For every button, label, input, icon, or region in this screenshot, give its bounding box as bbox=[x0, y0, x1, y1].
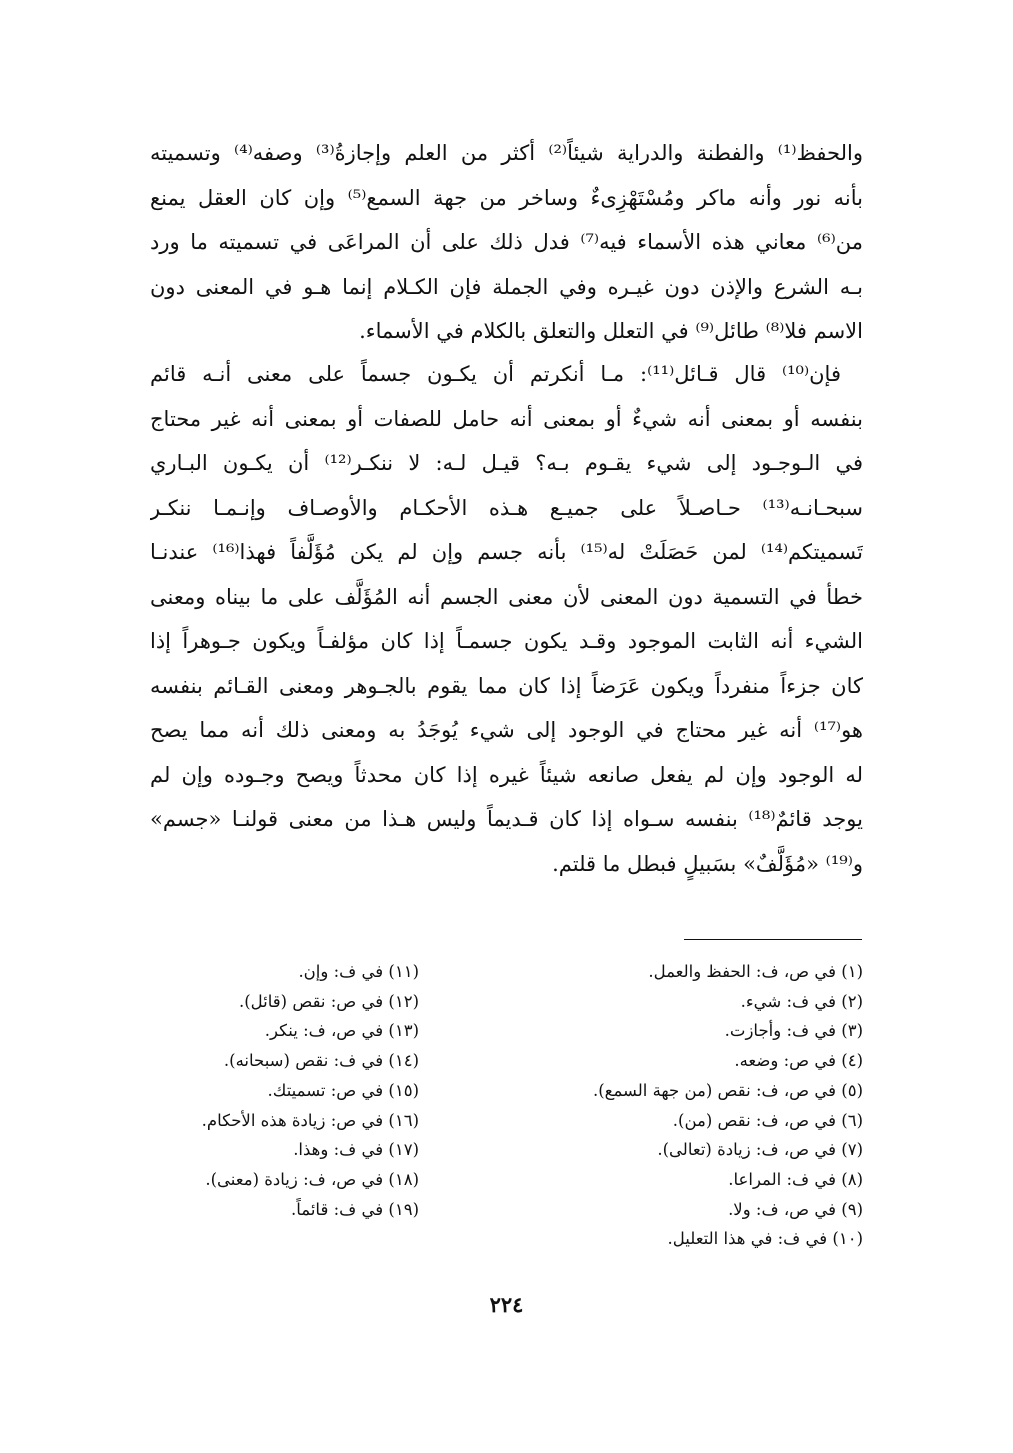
footnote: (١٢) في ص: نقص (قائل). bbox=[238, 991, 419, 1011]
footnote: (٨) في ف: المراعا. bbox=[728, 1169, 863, 1189]
footnote: (١٠) في ف: في هذا التعليل. bbox=[667, 1229, 863, 1249]
text-line: و⁽¹⁹⁾ «مُؤَلَّفٌ» بسَبيلٍ فبطل ما قلتم. bbox=[552, 851, 863, 876]
footnote: (١١) في ف: وإن. bbox=[298, 962, 419, 981]
text-line: بـه الشرع والإذن دون غيـره وفي الجملة فإن الكـلام إنما هـو في المعنى دون bbox=[150, 274, 863, 299]
text-line: خطأ في التسمية دون المعنى لأن معنى الجسم أنه المُؤَلَّف على ما بيناه ومعنى bbox=[150, 584, 863, 609]
text-line: يوجد قائمٌ⁽¹⁸⁾ بنفسه سـواه إذا كان قـديماً وليس هـذا من معنى قولنـا «جسم» bbox=[150, 807, 863, 831]
footnote-divider bbox=[684, 939, 862, 940]
footnote: (١٨) في ص، ف: زيادة (معنى). bbox=[205, 1169, 419, 1189]
text-line: كان جزءاً منفرداً ويكون عَرَضاً إذا كان مما يقوم بالجـوهر ومعنى القـائم بنفسه bbox=[150, 673, 863, 698]
page-number: ٢٢٤ bbox=[489, 1292, 524, 1317]
footnote: (١٤) في ف: نقص (سبحانه). bbox=[223, 1051, 419, 1071]
paragraph-2 bbox=[150, 352, 863, 886]
text-line: له الوجود وإن لم يفعل صانعه شيئاً غيره إذا كان محدثاً ويصح وجـوده وإن لم bbox=[150, 762, 863, 787]
footnote: (١٦) في ص: زيادة هذه الأحكام. bbox=[201, 1110, 419, 1130]
text-line: هو⁽¹⁷⁾ أنه غير محتاج في الوجود إلى شيء يُوجَدُ به ومعنى ذلك أنه مما يصح bbox=[150, 718, 863, 742]
footnote: (٢) في ف: شيء. bbox=[740, 991, 863, 1011]
footnote: (٦) في ص، ف: نقص (من). bbox=[672, 1110, 863, 1130]
footnote: (٩) في ص، ف: ولا. bbox=[728, 1199, 863, 1219]
text-line: تَسميتكم⁽¹⁴⁾ لمن حَصَلَتْ له⁽¹⁵⁾ بأنه جسم وإن لم يكن مُؤَلَّفاً فهذا⁽¹⁶⁾ عندنـا bbox=[150, 540, 863, 564]
footnotes-right-column bbox=[503, 957, 863, 1254]
footnote: (٧) في ص، ف: زيادة (تعالى). bbox=[657, 1140, 863, 1160]
text-line: سبحـانـه⁽¹³⁾ حـاصـلاً على جميـع هـذه الأحكـام والأوصـاف وإنـمـا ننكـر bbox=[150, 495, 863, 520]
footnote: (١٥) في ص: تسميتك. bbox=[267, 1080, 419, 1100]
footnote: (١٩) في ف: قائماً. bbox=[291, 1199, 419, 1219]
text-line: فإن⁽¹⁰⁾ قال قـائل⁽¹¹⁾: مـا أنكرتم أن يكـون جسماً على معنى أنـه قائم bbox=[150, 362, 841, 386]
footnote: (١) في ص، ف: الحفظ والعمل. bbox=[648, 962, 863, 981]
text-line: في الـوجـود إلى شيء يقـوم بـه؟ قيـل لـه: لا ننكـر⁽¹²⁾ أن يكـون البـاري bbox=[150, 451, 863, 475]
text-line: بأنه نور وأنه ماكر ومُسْتَهْزِىءٌ وساخر من جهة السمع⁽⁵⁾ وإن كان العقل يمنع bbox=[150, 185, 863, 210]
footnotes-left-column bbox=[139, 957, 419, 1224]
text-line: بنفسه أو بمعنى أنه شيءٌ أو بمعنى أنه حامل للصفات أو بمعنى أنه غير محتاج bbox=[150, 406, 863, 431]
paragraph-1 bbox=[150, 131, 863, 354]
text-line: الشيء أنه الثابت الموجود وقـد يكون جسمـاً إذا كان مؤلفـاً ويكون جـوهراً إذا bbox=[150, 629, 863, 653]
text-line: من⁽⁶⁾ معاني هذه الأسماء فيه⁽⁷⁾ فدل ذلك على أن المراعَى في تسميته ما ورد bbox=[150, 230, 863, 254]
text-line: الاسم فلا⁽⁸⁾ طائل⁽⁹⁾ في التعلل والتعلق بالكلام في الأسماء. bbox=[359, 319, 863, 343]
footnote: (١٣) في ص، ف: ينكر. bbox=[264, 1021, 419, 1041]
footnote: (١٧) في ف: وهذا. bbox=[293, 1140, 419, 1160]
text-line: والحفظ⁽¹⁾ والفطنة والدراية شيئاً⁽²⁾ أكثر من العلم وإجازةُ⁽³⁾ وصفه⁽⁴⁾ وتسميته bbox=[150, 141, 863, 165]
footnote: (٥) في ص، ف: نقص (من جهة السمع). bbox=[592, 1080, 863, 1100]
footnote: (٣) في ف: وأجازت. bbox=[724, 1021, 863, 1041]
footnote: (٤) في ص: وضعه. bbox=[734, 1051, 863, 1071]
